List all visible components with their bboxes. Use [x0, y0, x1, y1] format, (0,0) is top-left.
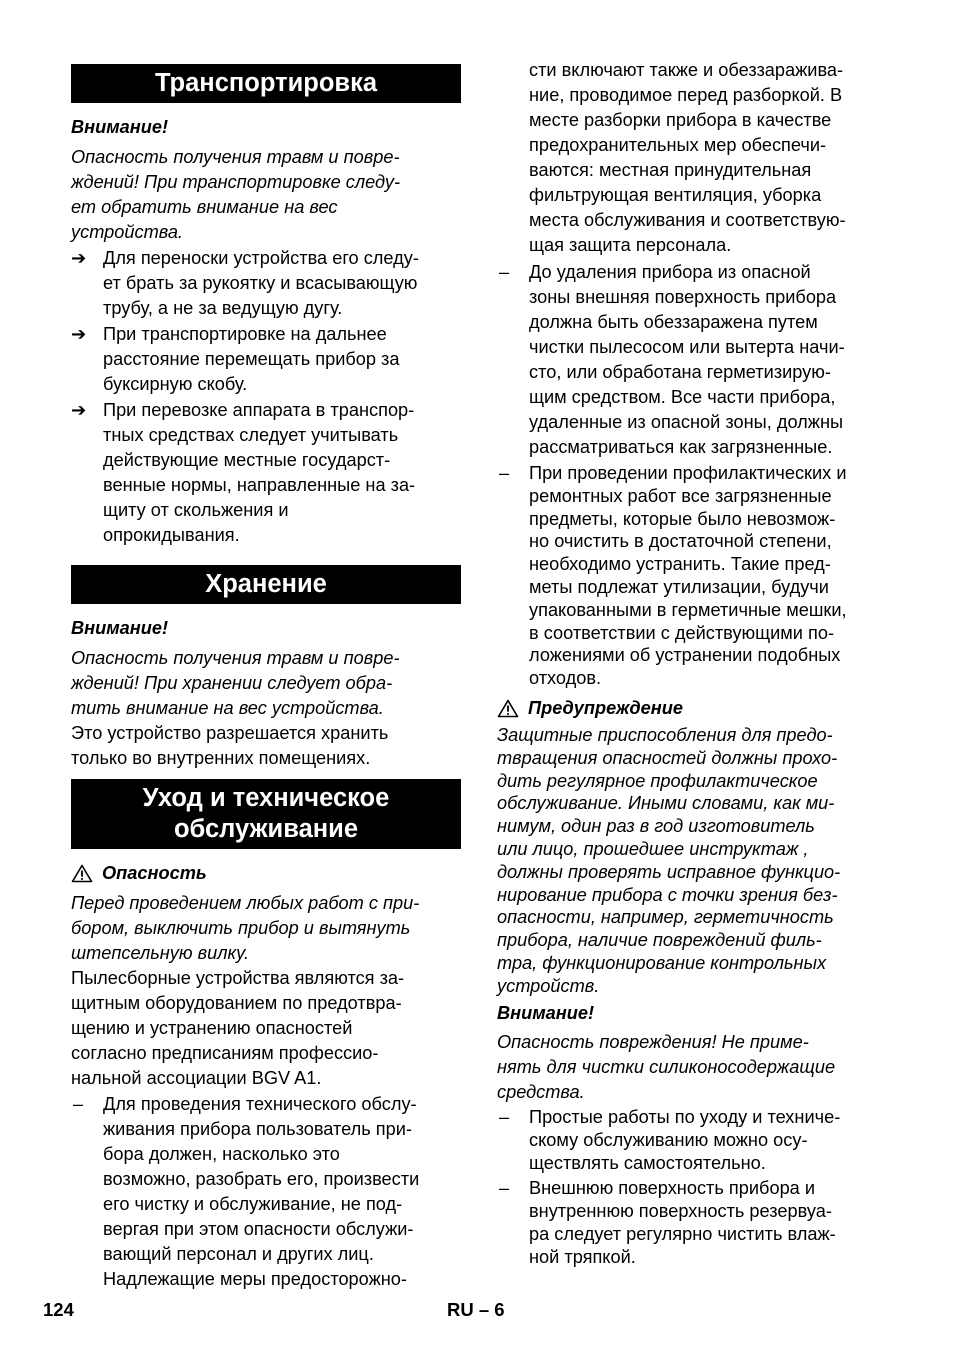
- attention-label: Внимание!: [71, 117, 169, 137]
- storage-warning: Опасность получения травм и повре- ждений! При хранении следует обра- тить внимание на вес устройства.: [71, 648, 400, 718]
- right-column: [497, 58, 887, 1269]
- list-item: – Внешнюю поверхность прибора и внутреннюю поверхность резервуа- ра следует регулярно чистить влаж- ной тряпкой.: [499, 1177, 836, 1267]
- section-heading-storage: Хранение: [71, 565, 461, 604]
- section-marker: RU – 6: [447, 1299, 505, 1320]
- arrow-icon: ➔: [71, 324, 87, 344]
- continued-text: сти включают также и обеззаражива- ние, проводимое перед разборкой. В месте разборки прибора в качестве предохранительных мер обеспечи- ваются: местная принудительная фильтрующая вентиляция, уборка места обслуживания и соответствую- щая защита персонала.: [529, 60, 846, 255]
- transport-warning: Опасность получения травм и повре- ждений! При транспортировке следу- ет обратить внимание на вес устройства.: [71, 147, 401, 242]
- arrow-icon: ➔: [71, 248, 87, 268]
- warning-triangle-icon: [497, 699, 519, 718]
- list-item: ➔ Для переноски устройства его следу- ет брать за рукоятку и всасывающую трубу, а не за ведущую дугу.: [71, 246, 461, 321]
- list-item: – При проведении профилактических и ремонтных работ все загрязненные предметы, которые было невозмож- но очистить в достаточной степени, необходимо устранить. Такие пред- меты подлежат утилизации, будучи упакованными в герметичные мешки, в соответствии с действующими по- ложениями об устранении подобных отходов.: [499, 463, 847, 689]
- caution-heading: Предупреждение: [497, 696, 887, 721]
- dash-bullet: –: [499, 1106, 510, 1127]
- dash-bullet: –: [73, 1094, 84, 1114]
- dash-bullet: –: [499, 262, 510, 282]
- warning-triangle-icon: [71, 864, 93, 883]
- list-item: ➔ При перевозке аппарата в транспор- тных средствах следует учитывать действующие местные государст- венные нормы, направленные на за- щиту от скольжения и опрокидывания.: [71, 398, 461, 548]
- arrow-icon: ➔: [71, 400, 87, 420]
- attention-text: Опасность повреждения! Не приме- нять для чистки силиконосодержащие средства.: [497, 1031, 836, 1102]
- list-item: – До удаления прибора из опасной зоны внешняя поверхность прибора должна быть обеззаражена путем чистки пылесосом или вытерта начи- сто, или обработана герметизирую- щим средством. Все части прибора, удаленные из опасной зоны, должны рассматриваться как загрязненные.: [497, 260, 887, 460]
- storage-body: Это устройство разрешается хранить только во внутренних помещениях.: [71, 723, 389, 768]
- care-body: Пылесборные устройства являются за- щитным оборудованием по предотвра- щению и устранению опасностей согласно предписаниям профессио- нальной ассоциации BGV A1.: [71, 968, 405, 1088]
- attention-label: Внимание!: [71, 618, 169, 638]
- caution-text: Защитные приспособления для предо- твращения опасностей должны прохо- дить регулярное профилактическое обслуживание. Иными словами, как ми- нимум, один раз в год изготовитель или лицо, прошедшее инструктаж , должны проверять исправное функцио- нирование прибора с точки зрения без- опасности, например, герметичность прибора, наличие повреждений филь- тра, функционирование контрольных устройств.: [497, 724, 841, 996]
- list-item: – Для проведения технического обслу- живания прибора пользователь при- бора должен, насколько это возможно, разобрать его, произвести его чистку и обслуживание, не под- вергая при этом опасности обслужи- вающий персонал и других лиц. Надлежащие меры предосторожно-: [71, 1092, 461, 1292]
- danger-text: Перед проведением любых работ с при- бором, выключить прибор и вытянуть штепсельную вилку.: [71, 893, 420, 963]
- left-column: [71, 64, 461, 1292]
- section-heading-care: Уход и техническое обслуживание: [71, 779, 461, 849]
- section-heading-transport: Транспортировка: [71, 64, 461, 103]
- dash-bullet: –: [499, 1177, 510, 1198]
- dash-bullet: –: [499, 463, 510, 483]
- list-item: – Простые работы по уходу и техниче- скому обслуживанию можно осу- ществлять самостоятельно.: [499, 1106, 841, 1173]
- danger-heading: Опасность: [71, 861, 461, 886]
- page-number: 124: [43, 1299, 74, 1320]
- list-item: ➔ При транспортировке на дальнее расстояние перемещать прибор за буксирную скобу.: [71, 322, 461, 397]
- attention-label: Внимание!: [497, 1002, 595, 1023]
